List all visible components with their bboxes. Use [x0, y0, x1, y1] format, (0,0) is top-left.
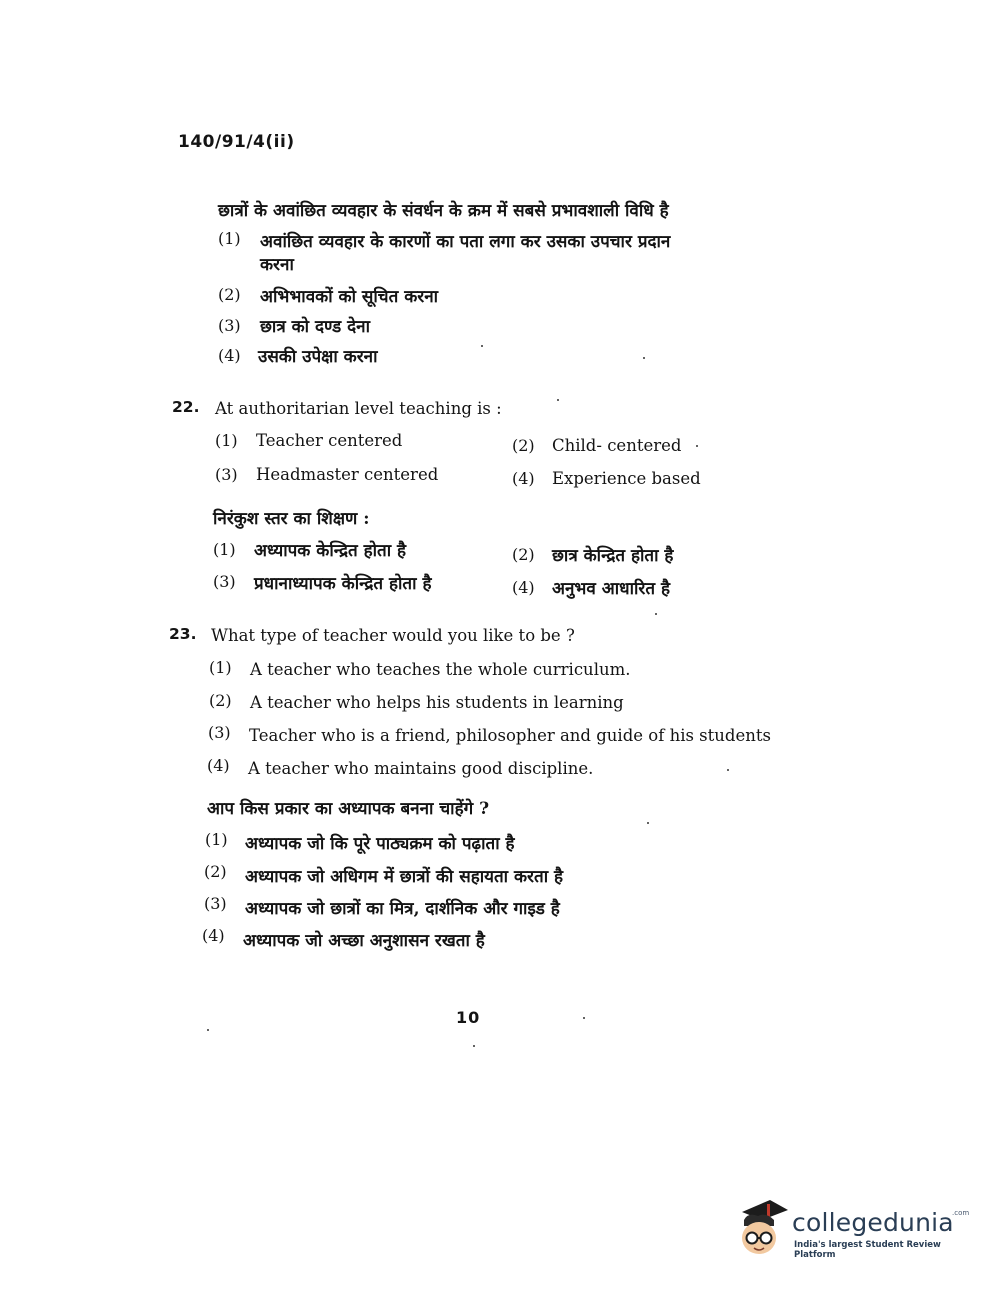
q21-hindi-option-text: अभिभावकों को सूचित करना	[260, 287, 439, 307]
q23-option-text: Teacher who is a friend, philosopher and guide of his students	[249, 726, 771, 745]
q22-option-text: Child- centered	[552, 436, 682, 455]
q22-hindi-option-num: (3)	[213, 572, 236, 591]
q23-hindi-option-text: अध्यापक जो कि पूरे पाठ्यक्रम को पढ़ाता है	[245, 834, 515, 854]
q22-hindi-option-num: (4)	[512, 578, 535, 597]
q22-option-text: Experience based	[552, 469, 701, 488]
q23-option-num: (2)	[209, 691, 232, 710]
q23-stem: What type of teacher would you like to be ?	[211, 626, 575, 645]
watermark-tagline: India's largest Student Review Platform	[794, 1240, 941, 1260]
page-number: 10	[456, 1008, 481, 1027]
q21-hindi-stem: छात्रों के अवांछित व्यवहार के संवर्धन के क्रम में सबसे प्रभावशाली विधि है	[218, 201, 669, 221]
q22-option-num: (3)	[215, 465, 238, 484]
q23-number: 23.	[169, 625, 197, 643]
q23-hindi-option-text: अध्यापक जो अच्छा अनुशासन रखता है	[243, 931, 485, 951]
q23-option-num: (4)	[207, 756, 230, 775]
q23-hindi-stem: आप किस प्रकार का अध्यापक बनना चाहेंगे ?	[207, 799, 490, 819]
q22-option-num: (1)	[215, 431, 238, 450]
q23-option-text: A teacher who teaches the whole curriculum.	[250, 660, 631, 679]
q23-option-text: A teacher who helps his students in learning	[250, 693, 624, 712]
q22-hindi-option-text: छात्र केन्द्रित होता है	[552, 546, 674, 566]
q22-hindi-stem: निरंकुश स्तर का शिक्षण :	[213, 509, 370, 529]
q22-option-text: Teacher centered	[256, 431, 403, 450]
q22-stem: At authoritarian level teaching is :	[215, 399, 502, 418]
q22-hindi-option-num: (1)	[213, 540, 236, 559]
q23-hindi-option-num: (3)	[204, 894, 227, 913]
q21-hindi-option-num: (1)	[218, 229, 241, 248]
q21-hindi-option-text: उसकी उपेक्षा करना	[258, 347, 378, 367]
q23-hindi-option-text: अध्यापक जो छात्रों का मित्र, दार्शनिक और गाइड है	[245, 899, 560, 919]
watermark-brand: collegedunia	[792, 1208, 954, 1237]
q21-hindi-option-num: (3)	[218, 316, 241, 335]
q21-hindi-option-text: अवांछित व्यवहार के कारणों का पता लगा कर उसका उपचार प्रदान	[260, 232, 671, 252]
q23-hindi-option-num: (4)	[202, 926, 225, 945]
q22-hindi-option-text: अध्यापक केन्द्रित होता है	[254, 541, 407, 561]
q23-hindi-option-num: (2)	[204, 862, 227, 881]
q23-option-num: (1)	[209, 658, 232, 677]
q21-hindi-option-text-cont: करना	[260, 255, 294, 275]
q22-option-text: Headmaster centered	[256, 465, 439, 484]
q22-hindi-option-num: (2)	[512, 545, 535, 564]
q22-hindi-option-text: प्रधानाध्यापक केन्द्रित होता है	[254, 574, 432, 594]
q21-hindi-option-text: छात्र को दण्ड देना	[260, 317, 370, 337]
q23-option-num: (3)	[208, 723, 231, 742]
q21-hindi-option-num: (2)	[218, 285, 241, 304]
mascot-logo-icon	[734, 1196, 790, 1262]
collegedunia-watermark	[734, 1196, 970, 1266]
q22-number: 22.	[172, 398, 200, 416]
q23-hindi-option-text: अध्यापक जो अधिगम में छात्रों की सहायता करता है	[245, 867, 564, 887]
q22-option-num: (4)	[512, 469, 535, 488]
q22-hindi-option-text: अनुभव आधारित है	[552, 579, 670, 599]
q23-hindi-option-num: (1)	[205, 830, 228, 849]
paper-code: 140/91/4(ii)	[178, 132, 295, 152]
q21-hindi-option-num: (4)	[218, 346, 241, 365]
q23-option-text: A teacher who maintains good discipline.	[248, 759, 594, 778]
watermark-brand-suffix: .com	[952, 1209, 970, 1217]
q22-option-num: (2)	[512, 436, 535, 455]
